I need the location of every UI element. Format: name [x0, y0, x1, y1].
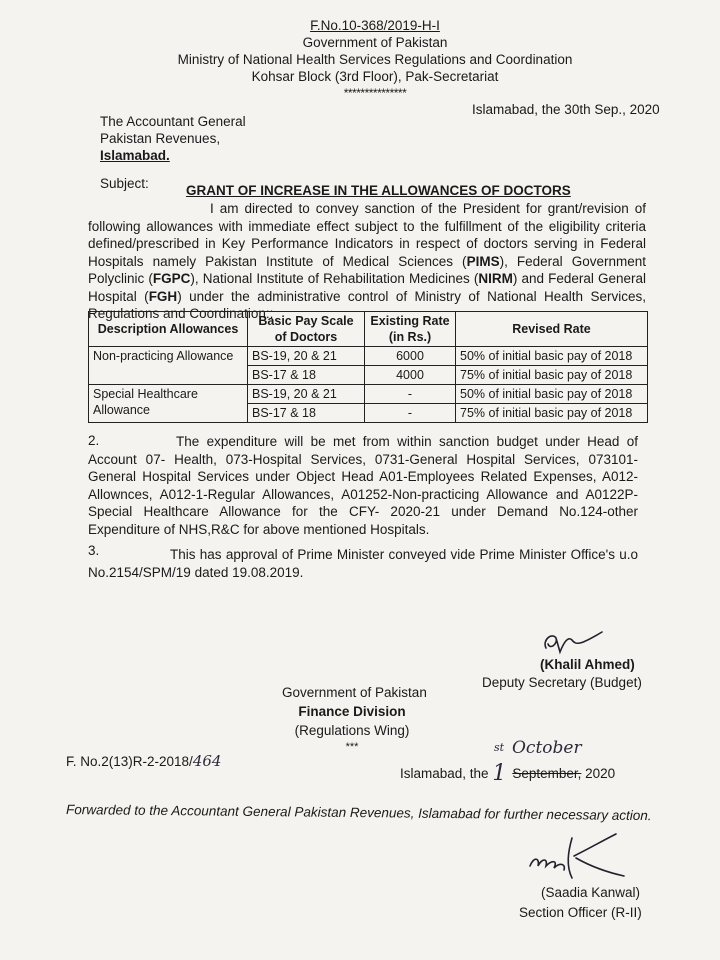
addressee-line1: The Accountant General — [100, 114, 246, 129]
subject-text: GRANT OF INCREASE IN THE ALLOWANCES OF DOCTORS — [186, 183, 571, 198]
cell-revised: 75% of initial basic pay of 2018 — [456, 404, 648, 423]
table-header-row — [89, 312, 648, 347]
para-2-number: 2. — [88, 433, 100, 448]
finance-stars: *** — [345, 741, 359, 753]
govt-line: Government of Pakistan — [302, 35, 448, 50]
cell-desc: Non-practicing Allowance — [89, 347, 248, 385]
cell-existing: 6000 — [365, 347, 456, 366]
signature-khalil — [538, 622, 608, 658]
finance-govt: Government of Pakistan — [282, 685, 427, 700]
handwritten-day-suffix: st — [494, 741, 505, 754]
cell-bps: BS-17 & 18 — [248, 366, 365, 385]
col-bps: Basic Pay Scale of Doctors — [248, 312, 365, 347]
ministry-line: Ministry of National Health Services Regulations and Coordination — [177, 52, 573, 67]
endorsement-date: Islamabad, the 1 September, 2020 — [400, 761, 616, 786]
letter-date: Islamabad, the 30th Sep., 2020 — [472, 102, 660, 117]
signatory-1-title: Deputy Secretary (Budget) — [482, 675, 642, 690]
col-revised: Revised Rate — [456, 312, 648, 347]
paragraph-3: This has approval of Prime Minister conveyed vide Prime Minister Office's u.o No.2154/SPM/19 dated 19.08.2019. — [88, 547, 638, 580]
cell-bps: BS-19, 20 & 21 — [248, 347, 365, 366]
signature-saadia — [520, 830, 640, 890]
subject-label: Subject: — [100, 176, 149, 191]
regulations-wing: (Regulations Wing) — [294, 723, 410, 738]
addressee-line3: Islamabad. — [100, 148, 170, 163]
header-stars: *************** — [343, 86, 407, 100]
file-number: F.No.10-368/2019-H-I — [310, 18, 440, 33]
addressee-line2: Pakistan Revenues, — [100, 131, 221, 146]
cell-bps: BS-19, 20 & 21 — [248, 385, 365, 404]
signatory-1-name: (Khalil Ahmed) — [540, 657, 635, 672]
cell-revised: 50% of initial basic pay of 2018 — [456, 385, 648, 404]
handwritten-month: October — [512, 738, 582, 758]
cell-bps: BS-17 & 18 — [248, 404, 365, 423]
forwarded-line: Forwarded to the Accountant General Pakistan Revenues, Islamabad for further necessary action. — [65, 802, 652, 824]
col-existing: Existing Rate (in Rs.) — [365, 312, 456, 347]
cell-existing: - — [365, 385, 456, 404]
allowances-table — [88, 311, 648, 423]
cell-existing: - — [365, 404, 456, 423]
address-line: Kohsar Block (3rd Floor), Pak-Secretariat — [251, 69, 499, 84]
finance-division: Finance Division — [298, 704, 406, 719]
paragraph-2: The expenditure will be met from within sanction budget under Head of Account 07- Health, 073-Hospital Services, 0731-General Hospital Services, 073101-General Hospital Services under Object Head A01-Employees Related Expenses, A012-Allownces, A012-1-Regular Allowances, A01252-Non-practicing Allowance and A0122P-Special Healthcare Allowance for the CFY- 2020-21 under Demand No.124-other Expenditure of NHS,R&C for above mentioned Hospitals. — [88, 434, 638, 537]
cell-revised: 50% of initial basic pay of 2018 — [456, 347, 648, 366]
cell-desc: Special Healthcare Allowance — [89, 385, 248, 423]
para-3-number: 3. — [88, 543, 100, 558]
endorsement-file-number: F. No.2(13)R-2-2018/464 — [66, 752, 222, 770]
signatory-2-title: Section Officer (R-II) — [519, 905, 642, 920]
table-row — [89, 385, 648, 404]
table-row — [89, 347, 648, 366]
cell-existing: 4000 — [365, 366, 456, 385]
col-description: Description Allowances — [89, 312, 248, 347]
cell-revised: 75% of initial basic pay of 2018 — [456, 366, 648, 385]
signatory-2-name: (Saadia Kanwal) — [541, 885, 641, 900]
paragraph-1: I am directed to convey sanction of the President for grant/revision of following allowances with immediate effect subject to the fulfillment of the eligibility criteria defined/prescribed in Key Performance Indicators in respect of doctors serving in Federal Hospitals namely Pakistan Institute of Medical Sciences (PIMS), Federal Government Polyclinic (FGPC), National Institute of Rehabilitation Medicines (NIRM) and Federal General Hospital (FGH) under the administrative control of Ministry of National Health Services, Regulations and Coordination:: — [88, 201, 646, 321]
